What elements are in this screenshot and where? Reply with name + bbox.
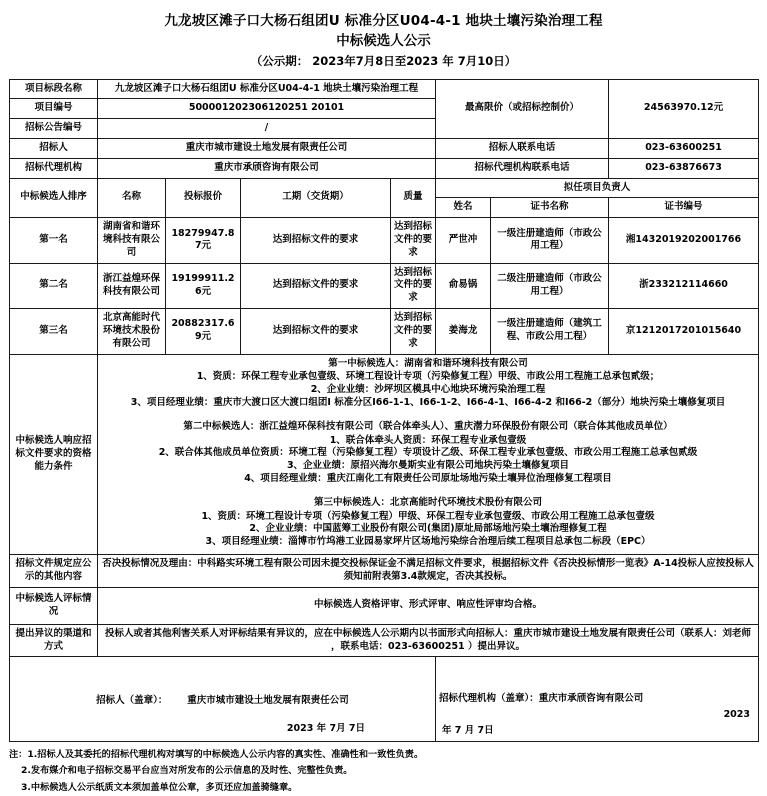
qualification-third-head: 第三中标候选人：北京高能时代环境技术股份有限公司 xyxy=(314,496,543,508)
value-agency: 重庆市承颀咨询有限公司 xyxy=(98,158,436,178)
document-title-line1: 九龙坡区滩子口大杨石组团U 标准分区U04-4-1 地块土壤污染治理工程 xyxy=(164,13,603,29)
cell-duration: 达到招标文件的要求 xyxy=(241,309,391,354)
table-row-tenderer xyxy=(10,138,759,158)
qualification-second-item-1: 1、联合体牵头人资质：环保工程专业承包壹级 xyxy=(329,434,527,446)
tenderer-seal-block xyxy=(10,657,436,742)
footer-note-2: 2.发布媒介和电子招标交易平台应当对所发布的公示信息的及时性、完整性负责。 xyxy=(21,765,353,777)
label-max-price: 最高限价（或招标控制价） xyxy=(436,79,609,138)
label-bid-notice-code: 招标公告编号 xyxy=(10,119,98,139)
column-header-name: 名称 xyxy=(98,178,166,218)
column-header-cert-no: 证书编号 xyxy=(609,198,759,218)
qualification-first-head: 第一中标候选人：湖南省和谐环境科技有限公司 xyxy=(328,357,528,369)
qualification-third-item-1: 1、资质：环境工程设计专项（污染修复工程）甲级、环保工程专业承包壹级、市政公用工程施工总承包壹级 xyxy=(201,510,655,522)
label-objection: 提出异议的渠道和方式 xyxy=(10,624,98,657)
qualification-second-item-4: 4、项目经理业绩：重庆江南化工有限责任公司原址场地污染土壤异位治理修复工程项目 xyxy=(244,473,612,485)
label-tenderer-phone: 招标人联系电话 xyxy=(436,138,609,158)
tenderer-sign-date: 2023 年 7月 7日 xyxy=(286,722,365,734)
column-header-rank: 中标候选人排序 xyxy=(10,178,98,218)
cell-cert-name: 一级注册建造师（建筑工程、市政公用工程） xyxy=(491,309,609,354)
publicity-period: （公示期： 2023年7月8日至2023 年 7月10日） xyxy=(250,54,517,69)
value-max-price: 24563970.12元 xyxy=(609,79,759,138)
label-agency-seal: 招标代理机构（盖章）： xyxy=(439,692,539,704)
cell-cert-no: 浙233212114660 xyxy=(609,263,759,308)
qualification-group-second xyxy=(101,421,755,486)
value-evaluation: 中标候选人资格评审、形式评审、响应性评审均合格。 xyxy=(98,587,759,624)
cell-bid-price: 18279947.87元 xyxy=(166,218,241,263)
cell-cert-no: 京1212017201015640 xyxy=(609,309,759,354)
cell-quality: 达到招标文件的要求 xyxy=(391,263,436,308)
value-tenderer-phone: 023-63600251 xyxy=(609,138,759,158)
candidates-header-row-1 xyxy=(10,178,759,198)
cell-quality: 达到招标文件的要求 xyxy=(391,218,436,263)
qualification-first-item-2: 2、企业业绩：沙坪坝区模具中心地块环境污染治理工程 xyxy=(310,384,546,396)
qualification-content xyxy=(98,354,759,555)
table-row-qualification xyxy=(10,354,759,555)
cell-rank: 第一名 xyxy=(10,218,98,263)
cell-manager-name: 俞易锅 xyxy=(436,263,491,308)
footer-note-1: 注：1.招标人及其委托的招标代理机构对填写的中标候选人公示内容的真实性、准确性和一致性负责。 xyxy=(9,749,424,761)
cell-company-name: 北京高能时代环境技术股份有限公司 xyxy=(98,309,166,354)
qualification-third-item-2: 2、企业业绩：中国蓝筹工业股份有限公司(集团)原址局部场地污染土壤治理修复工程 xyxy=(249,523,607,535)
qualification-third-item-3: 3、项目经理业绩：淄博市竹坞港工业园易家坪片区场地污染综合治理后续工程项目总承包二标段（EPC） xyxy=(205,536,651,548)
qualification-second-item-2: 2、联合体其他成员单位资质：环境工程（污染修复工程）专项设计乙级、环保工程专业承包壹级、市政公用工程施工总承包贰级 xyxy=(158,447,698,459)
value-agency-phone: 023-63876673 xyxy=(609,158,759,178)
column-header-quality: 质量 xyxy=(391,178,436,218)
table-row xyxy=(10,218,759,263)
label-evaluation: 中标候选人评标情况 xyxy=(10,587,98,624)
label-project-code: 项目编号 xyxy=(10,99,98,119)
qualification-first-item-3: 3、项目经理业绩：重庆市大渡口区大渡口组团I 标准分区I66-1-1、I66-1-2、I66-4-1、I66-4-2 和I66-2（部分）地块污染土壤修复项目 xyxy=(130,396,726,408)
cell-bid-price: 20882317.69元 xyxy=(166,309,241,354)
agency-seal-block xyxy=(436,657,759,742)
table-row xyxy=(10,309,759,354)
value-objection: 投标人或者其他利害关系人对评标结果有异议的，应在中标候选人公示期内以书面形式向招标人：重庆市城市建设土地发展有限责任公司（联系人：刘老师 ，联系电话：023-63600251 ）提出异议。 xyxy=(98,624,759,657)
cell-manager-name: 严世冲 xyxy=(436,218,491,263)
qualification-second-item-3: 3、企业业绩：原招兴海尔曼斯实业有限公司地块污染土壤修复项目 xyxy=(286,460,570,472)
document-title-line2: 中标候选人公示 xyxy=(336,32,431,49)
agency-sign-date: 年 7 月 7日 xyxy=(442,724,494,736)
cell-company-name: 湖南省和谐环境科技有限公司 xyxy=(98,218,166,263)
label-project-name: 项目标段名称 xyxy=(10,79,98,99)
agency-seal-line xyxy=(439,693,755,706)
cell-cert-no: 湘1432019202001766 xyxy=(609,218,759,263)
value-other-content: 否决投标情况及理由：中科路实环境工程有限公司因未提交投标保证金不满足招标文件要求，根据招标文件《否决投标情形一览表》A-14投标人应按投标人须知前附表第3.4款规定，否决其投标。 xyxy=(98,555,759,588)
value-bid-notice-code: / xyxy=(98,119,436,139)
qualification-group-first xyxy=(101,358,755,410)
qualification-second-head: 第二中标候选人：浙江益煌环保科技有限公司（联合体牵头人）、重庆潜力环保股份有限公司（联合体其他成员单位） xyxy=(183,420,673,432)
value-agency-seal: 重庆市承颀咨询有限公司 xyxy=(538,692,644,704)
label-agency-phone: 招标代理机构联系电话 xyxy=(436,158,609,178)
cell-rank: 第三名 xyxy=(10,309,98,354)
agency-sign-year: 2023 xyxy=(723,708,751,720)
label-tenderer-seal: 招标人（盖章）： xyxy=(96,694,168,706)
spacer xyxy=(101,488,755,497)
table-row xyxy=(10,263,759,308)
value-tenderer: 重庆市城市建设土地发展有限责任公司 xyxy=(98,138,436,158)
table-row-evaluation xyxy=(10,587,759,624)
footer-notes xyxy=(9,747,758,795)
value-project-name: 九龙坡区滩子口大杨石组团U 标准分区U04-4-1 地块土壤污染治理工程 xyxy=(98,79,436,99)
tenderer-seal-line xyxy=(13,691,432,708)
cell-cert-name: 二级注册建造师（市政公用工程） xyxy=(491,263,609,308)
cell-cert-name: 一级注册建造师（市政公用工程） xyxy=(491,218,609,263)
column-header-bid-price: 投标报价 xyxy=(166,178,241,218)
cell-company-name: 浙江益煌环保科技有限公司 xyxy=(98,263,166,308)
label-other-content: 招标文件规定应公示的其他内容 xyxy=(10,555,98,588)
cell-manager-name: 姜海龙 xyxy=(436,309,491,354)
table-row-other-content xyxy=(10,555,759,588)
announcement-table xyxy=(9,79,759,743)
column-header-duration: 工期（交货期） xyxy=(241,178,391,218)
title-block xyxy=(0,0,767,75)
cell-quality: 达到招标文件的要求 xyxy=(391,309,436,354)
label-agency: 招标代理机构 xyxy=(10,158,98,178)
spacer xyxy=(101,412,755,421)
label-tenderer: 招标人 xyxy=(10,138,98,158)
cell-bid-price: 19199911.26元 xyxy=(166,263,241,308)
qualification-first-item-1: 1、资质：环保工程专业承包壹级、环境工程设计专项（污染修复工程）甲级、市政公用工程施工总承包贰级； xyxy=(196,371,660,383)
column-header-cert-name: 证书名称 xyxy=(491,198,609,218)
footer-note-3: 3.中标候选人公示纸质文本须加盖单位公章，多页还应加盖骑缝章。 xyxy=(21,781,298,793)
column-header-manager-name: 姓名 xyxy=(436,198,491,218)
value-project-code: 500001202306120251 20101 xyxy=(98,99,436,119)
table-row-project-name xyxy=(10,79,759,99)
table-row-signature xyxy=(10,657,759,742)
value-tenderer-seal: 重庆市城市建设土地发展有限责任公司 xyxy=(187,694,349,706)
label-qualification: 中标候选人响应招标文件要求的资格能力条件 xyxy=(10,354,98,555)
qualification-group-third xyxy=(101,497,755,549)
column-header-manager-group: 拟任项目负责人 xyxy=(436,178,759,198)
cell-rank: 第二名 xyxy=(10,263,98,308)
cell-duration: 达到招标文件的要求 xyxy=(241,218,391,263)
table-row-agency xyxy=(10,158,759,178)
cell-duration: 达到招标文件的要求 xyxy=(241,263,391,308)
table-row-objection xyxy=(10,624,759,657)
